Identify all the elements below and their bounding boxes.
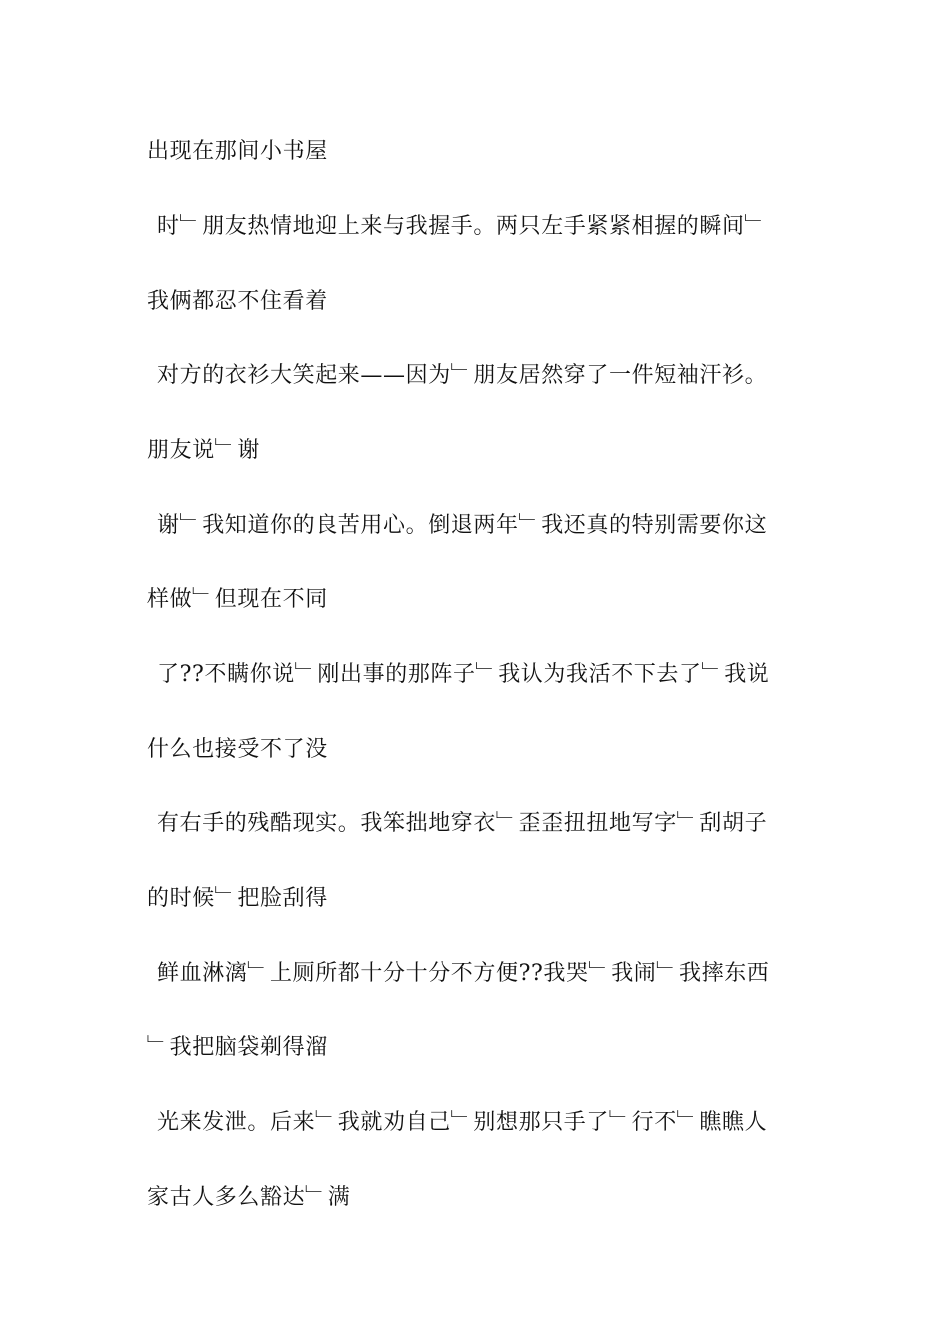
text-line-6: 谢﹂我知道你的良苦用心。倒退两年﹂我还真的特别需要你这 [157, 513, 768, 538]
text-line-3: 我俩都忍不住看着 [147, 289, 328, 314]
text-line-15: 家古人多么豁达﹂满 [147, 1185, 351, 1210]
text-line-1: 出现在那间小书屋 [147, 139, 328, 164]
text-line-7: 样做﹂但现在不同 [147, 587, 328, 612]
text-line-14: 光来发泄。后来﹂我就劝自己﹂别想那只手了﹂行不﹂瞧瞧人 [157, 1110, 768, 1135]
text-line-11: 的时候﹂把脸刮得 [147, 886, 328, 911]
text-line-5: 朋友说﹂谢 [147, 438, 261, 463]
text-line-4: 对方的衣衫大笑起来——因为﹂朋友居然穿了一件短袖汗衫。 [157, 363, 768, 388]
text-line-13: ﹂我把脑袋剃得溜 [147, 1035, 328, 1060]
text-line-9: 什么也接受不了没 [147, 737, 328, 762]
text-line-8: 了??不瞒你说﹂刚出事的那阵子﹂我认为我活不下去了﹂我说 [157, 662, 770, 687]
text-line-2: 时﹂朋友热情地迎上来与我握手。两只左手紧紧相握的瞬间﹂ [157, 214, 768, 239]
text-line-12: 鲜血淋漓﹂上厕所都十分十分不方便??我哭﹂我闹﹂我摔东西 [157, 961, 770, 986]
text-line-10: 有右手的残酷现实。我笨拙地穿衣﹂歪歪扭扭地写字﹂刮胡子 [157, 811, 768, 836]
